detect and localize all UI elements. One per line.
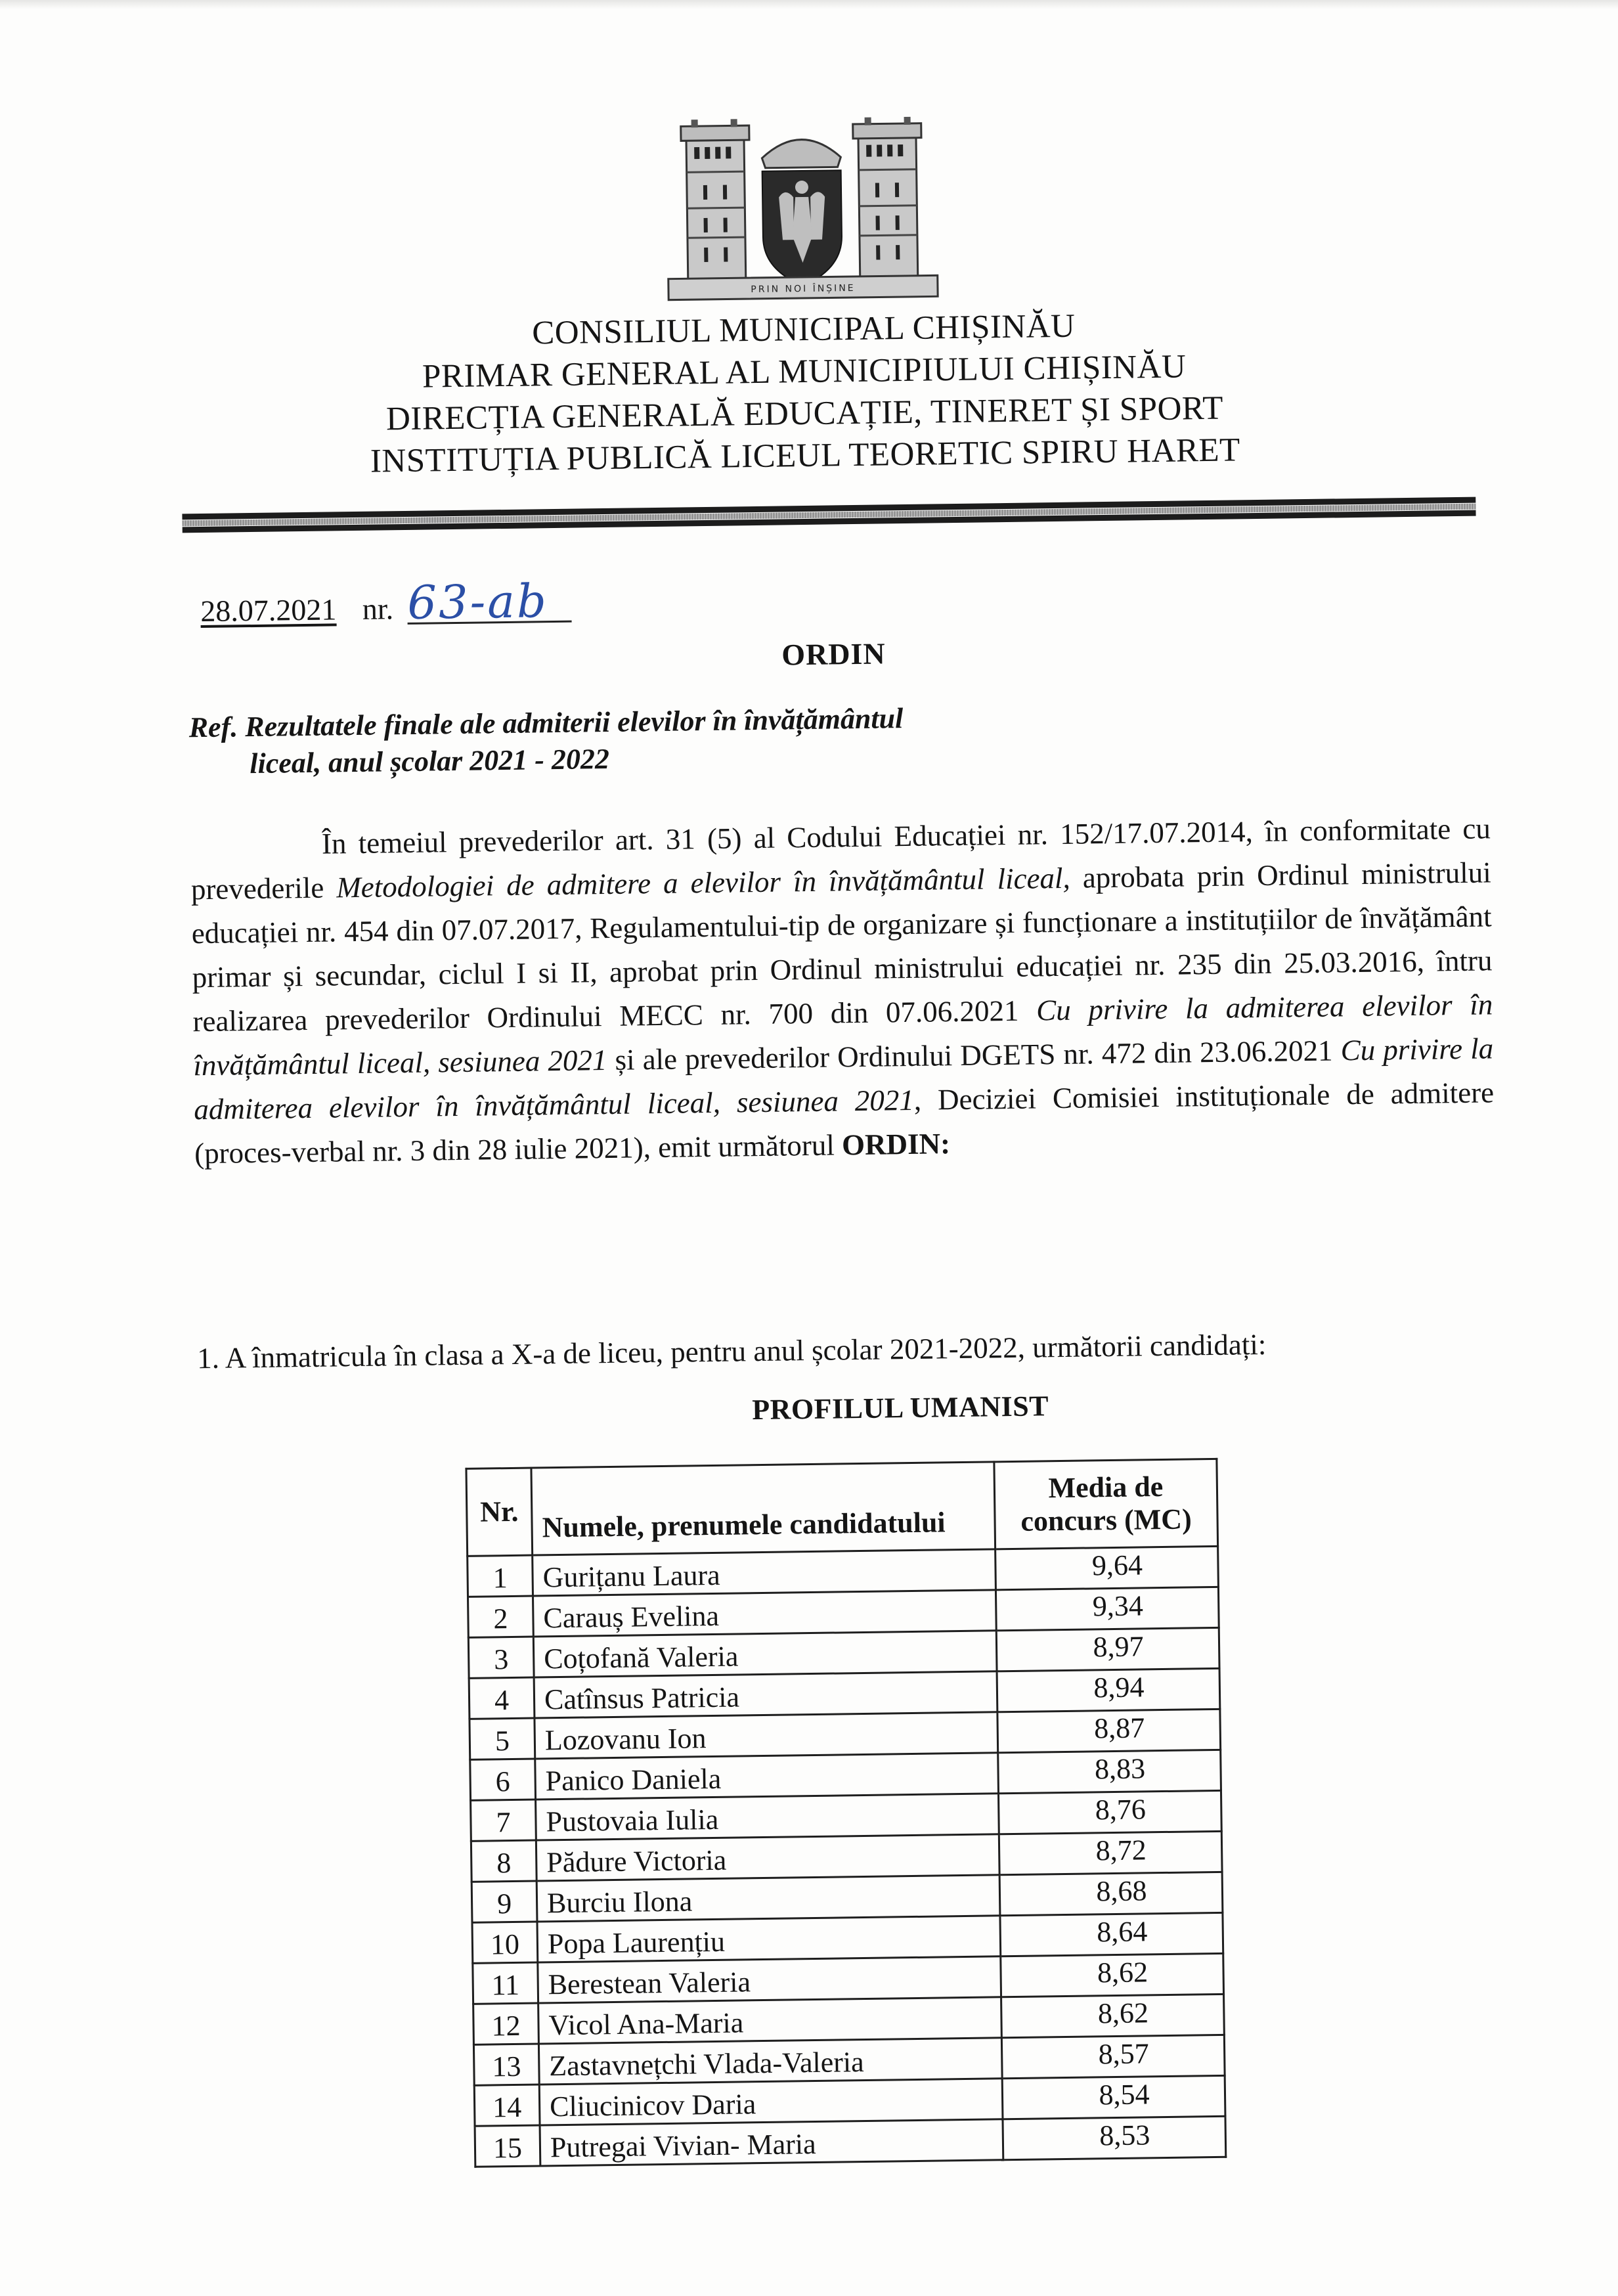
reference-line [200,574,572,630]
order-keyword: ORDIN: [841,1127,951,1162]
candidate-name: Cliucinicov Daria [539,2079,1003,2125]
candidate-name: Pustovaia Iulia [536,1794,999,1840]
preamble-text: aprobata prin Ordinul ministrului educației nr. 454 din 07.07.2017, Regulamentului-tip de organizare și funcționare a instituțiilor de învățământ primar și secundar, ciclul I si II, aprobat prin Ordinul ministrului educației nr. 235 din 25.03.2016, întru realizarea prevederilor Ordinului MECC nr. 700 din 07.06.2021 [191,856,1493,1038]
letterhead [251,301,1357,484]
row-number: 11 [473,1962,538,2004]
candidate-name: Carauș Evelina [533,1590,996,1637]
enrollment-clause: 1. A înmatricula în clasa a X-a de liceu, pentru anul școlar 2021-2022, următorii candidați: [196,1327,1267,1375]
competition-average: 8,53 [1003,2116,1226,2159]
candidate-name: Coțofană Valeria [533,1631,997,1677]
competition-average: 8,54 [1002,2075,1225,2119]
table-header-row [466,1459,1218,1556]
header-nr: Nr. [466,1468,533,1556]
header-media [994,1459,1218,1549]
subject-line-1: Ref. Rezultatele finale ale admiterii elevilor în învățământul [188,702,904,744]
competition-average: 8,76 [998,1790,1221,1834]
candidate-name: Pădure Victoria [536,1834,999,1881]
competition-average: 8,57 [1001,2035,1225,2078]
preamble-text: În temeiul prevederilor art. 31 (5) al Codului Educației nr. 152/17.07.2014, în conformitate cu prevederile [190,812,1491,906]
competition-average: 8,64 [1000,1912,1223,1956]
row-number: 4 [469,1677,535,1719]
row-number: 6 [470,1759,536,1800]
candidate-name: Popa Laurențiu [537,1916,1001,1962]
row-number: 3 [468,1637,534,1678]
methodology-title: Metodologiei de admitere a elevilor în învățământul liceal, [336,861,1071,904]
admission-results-table [465,1458,1227,2168]
row-number: 13 [473,2044,539,2085]
order-number-label: nr. [362,592,394,626]
header-media-line-2: concurs (MC) [1020,1503,1192,1537]
row-number: 9 [471,1881,537,1922]
candidate-name: Burciu Ilona [536,1875,1000,1922]
candidate-name: Panico Daniela [535,1753,999,1799]
competition-average: 8,94 [997,1668,1220,1711]
candidate-name: Putregai Vivian- Maria [540,2119,1003,2166]
competition-average: 9,64 [995,1546,1219,1589]
chisinau-coat-of-arms-icon [646,103,957,304]
letterhead-institution: INSTITUȚIA PUBLICĂ LICEUL TEORETIC SPIRU HARET [370,431,1241,480]
row-number: 1 [468,1555,533,1597]
row-number: 12 [473,2003,539,2044]
competition-average: 8,62 [1001,1994,1225,2037]
competition-average: 8,83 [998,1750,1221,1793]
candidate-name: Lozovanu Ion [535,1712,998,1759]
preamble-text: și ale prevederilor Ordinului DGETS nr. 472 din 23.06.2021 [607,1034,1341,1077]
candidate-name: Catînsus Patricia [534,1671,997,1718]
preamble [190,806,1495,1176]
preamble-paragraph [190,806,1495,1176]
row-number: 5 [470,1718,535,1759]
candidate-name: Berestean Valeria [538,1956,1001,2003]
header-media-line-1: Media de [1048,1470,1164,1505]
preamble-text: , Deciziei Comisiei instituționale de admitere (proces-verbal nr. 3 din 28 iulie 2021), emit următorul [194,1076,1495,1170]
row-number: 7 [471,1799,536,1841]
order-dgets-title: Cu privire la admiterea elevilor în învățământul liceal, sesiunea 2021 [193,1032,1494,1126]
order-mecc-title: Cu privire la admiterea elevilor în învățământul liceal, sesiunea 2021 [193,988,1493,1082]
competition-average: 8,72 [999,1831,1222,1874]
profile-title: PROFILUL UMANIST [751,1390,1049,1426]
competition-average: 8,97 [996,1627,1219,1671]
letterhead-council: CONSILIUL MUNICIPAL CHIȘINĂU [531,307,1076,352]
competition-average: 9,34 [995,1587,1219,1630]
competition-average: 8,87 [997,1709,1221,1752]
letterhead-divider [182,497,1476,537]
header-name: Numele, prenumele candidatului [531,1462,995,1555]
order-number-handwritten: 63-ab [407,581,572,625]
competition-average: 8,62 [1001,1953,1224,1997]
row-number: 10 [472,1922,538,1963]
letterhead-directorate: DIRECȚIA GENERALĂ EDUCAȚIE, TINERET ȘI SPORT [385,389,1224,438]
document-title: ORDIN [781,636,886,672]
row-number: 2 [468,1596,534,1637]
letterhead-mayor: PRIMAR GENERAL AL MUNICIPIULUI CHIȘINĂU [422,348,1187,395]
competition-average: 8,68 [999,1872,1223,1915]
svg-text:PRIN NOI ÎNȘINE: PRIN NOI ÎNȘINE [751,282,856,296]
row-number: 8 [471,1840,536,1882]
candidate-name: Gurițanu Laura [533,1549,996,1596]
order-date: 28.07.2021 [200,592,337,629]
subject-reference [188,700,904,783]
candidate-name: Vicol Ana-Maria [538,1997,1002,2044]
row-number: 14 [474,2085,540,2126]
candidate-name: Zastavnețchi Vlada-Valeria [538,2038,1002,2085]
row-number: 15 [475,2125,540,2167]
subject-line-2: liceal, anul școlar 2021 - 2022 [250,742,610,780]
